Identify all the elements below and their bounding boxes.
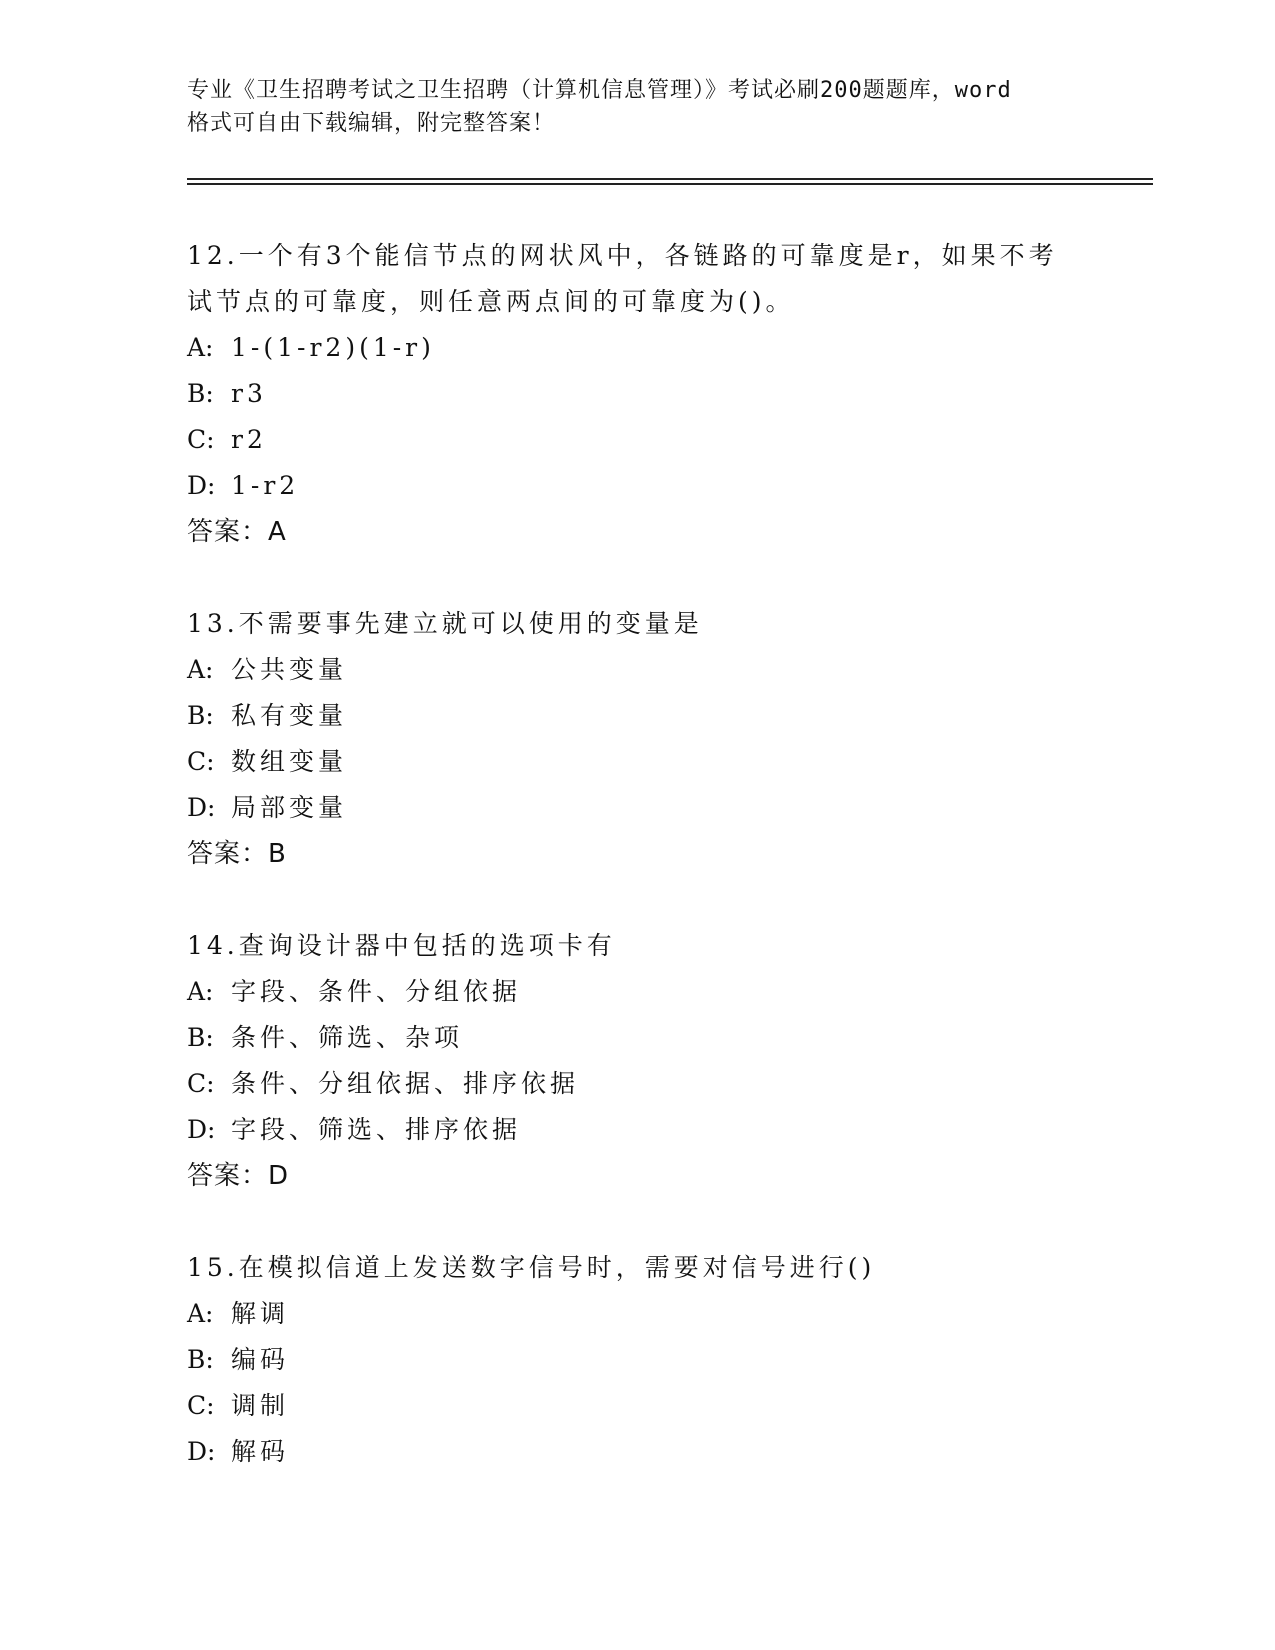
option-text: 编码 xyxy=(231,1345,290,1374)
answer-line: 答案：D xyxy=(187,1161,290,1191)
option-text: 解调 xyxy=(231,1299,290,1328)
option-b xyxy=(187,371,1087,417)
option-letter: C: xyxy=(187,1069,215,1098)
header-divider-top xyxy=(187,178,1153,180)
option-letter: A: xyxy=(187,333,214,362)
option-text: 数组变量 xyxy=(231,747,348,776)
question-12 xyxy=(187,233,1087,555)
option-d xyxy=(187,1429,1087,1475)
option-a xyxy=(187,969,1087,1015)
option-d xyxy=(187,1107,1087,1153)
option-d xyxy=(187,785,1087,831)
header-divider-bottom xyxy=(187,183,1153,185)
option-letter: B: xyxy=(187,1345,214,1374)
option-a xyxy=(187,325,1087,371)
option-b xyxy=(187,1015,1087,1061)
option-letter: A: xyxy=(187,655,214,684)
option-c xyxy=(187,417,1087,463)
answer-line: 答案：B xyxy=(187,839,287,869)
option-letter: A: xyxy=(187,977,214,1006)
option-letter: C: xyxy=(187,1391,215,1420)
option-letter: D: xyxy=(187,1437,216,1466)
option-c xyxy=(187,739,1087,785)
question-list xyxy=(187,233,1087,1521)
question-stem-line: 试节点的可靠度，则任意两点间的可靠度为()。 xyxy=(187,287,795,316)
option-text: r2 xyxy=(231,425,267,454)
option-a xyxy=(187,1291,1087,1337)
option-letter: C: xyxy=(187,747,215,776)
option-d xyxy=(187,463,1087,509)
option-text: 字段、筛选、排序依据 xyxy=(231,1115,522,1144)
question-stem-line: 12.一个有3个能信节点的网状风中，各链路的可靠度是r，如果不考 xyxy=(187,241,1058,270)
question-stem-line: 14.查询设计器中包括的选项卡有 xyxy=(187,931,616,960)
header-title-line-2: 格式可自由下载编辑，附完整答案！ xyxy=(187,111,556,136)
option-letter: D: xyxy=(187,1115,216,1144)
question-15 xyxy=(187,1245,1087,1475)
option-text: 公共变量 xyxy=(231,655,348,684)
option-letter: B: xyxy=(187,379,214,408)
option-letter: C: xyxy=(187,425,215,454)
question-stem-line: 15.在模拟信道上发送数字信号时，需要对信号进行() xyxy=(187,1253,876,1282)
option-c xyxy=(187,1383,1087,1429)
option-text: 1-(1-r2)(1-r) xyxy=(231,333,435,362)
option-b xyxy=(187,1337,1087,1383)
option-letter: A: xyxy=(187,1299,214,1328)
option-text: 调制 xyxy=(231,1391,290,1420)
document-header xyxy=(187,74,1107,140)
option-letter: D: xyxy=(187,471,216,500)
option-text: 局部变量 xyxy=(231,793,348,822)
option-c xyxy=(187,1061,1087,1107)
option-a xyxy=(187,647,1087,693)
option-b xyxy=(187,693,1087,739)
option-letter: D: xyxy=(187,793,216,822)
option-text: 条件、筛选、杂项 xyxy=(231,1023,464,1052)
option-text: 解码 xyxy=(231,1437,290,1466)
option-letter: B: xyxy=(187,701,214,730)
option-letter: B: xyxy=(187,1023,214,1052)
question-stem-line: 13.不需要事先建立就可以使用的变量是 xyxy=(187,609,703,638)
option-text: 私有变量 xyxy=(231,701,348,730)
option-text: 字段、条件、分组依据 xyxy=(231,977,522,1006)
option-text: 1-r2 xyxy=(231,471,300,500)
question-13 xyxy=(187,601,1087,877)
answer-line: 答案：A xyxy=(187,517,287,547)
header-title-line-1: 专业《卫生招聘考试之卫生招聘（计算机信息管理）》考试必刷200题题库，word xyxy=(187,78,1012,103)
option-text: 条件、分组依据、排序依据 xyxy=(231,1069,580,1098)
option-text: r3 xyxy=(231,379,267,408)
question-14 xyxy=(187,923,1087,1199)
